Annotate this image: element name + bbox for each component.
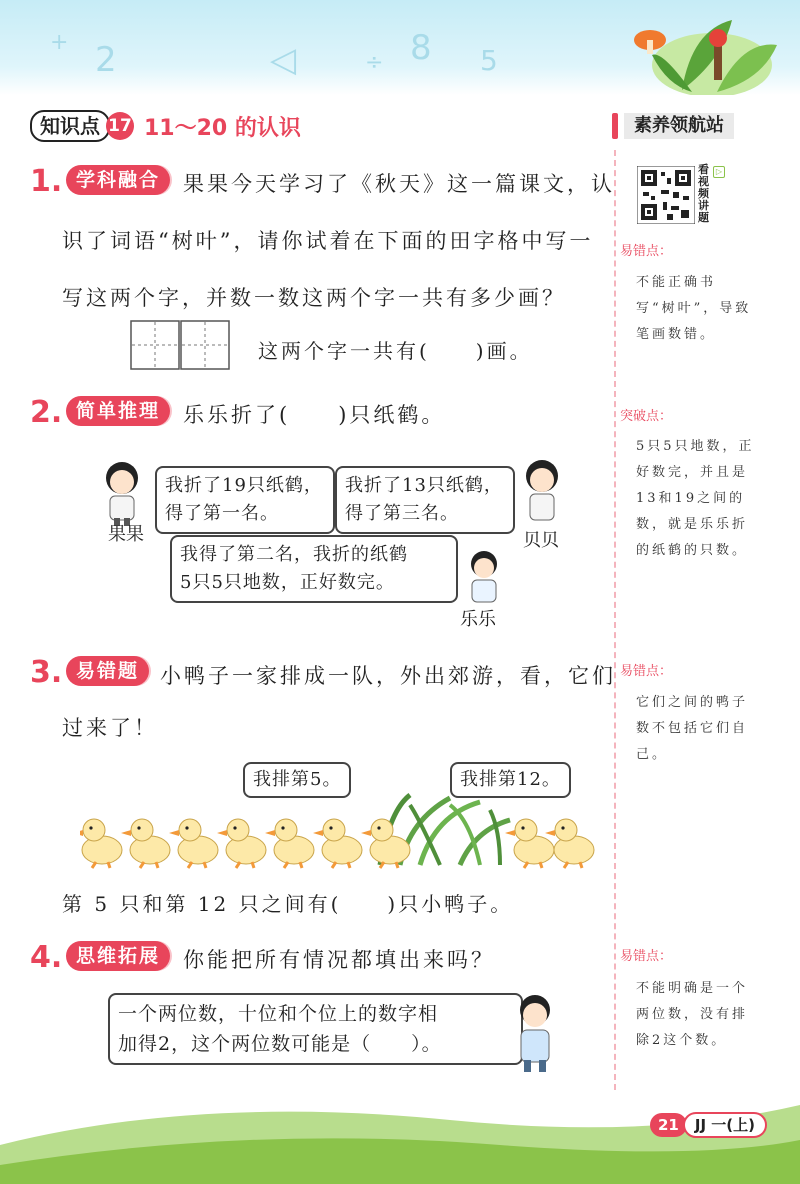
speech-bubble-guoguo: 我折了19只纸鹤， 得了第一名。 — [155, 466, 335, 534]
boy-thinking-illustration — [512, 992, 558, 1072]
name-lele: 乐乐 — [460, 609, 496, 630]
question-3-line-1: 小鸭子一家排成一队，外出郊游，看，它们 — [160, 664, 616, 688]
decor-divide: ÷ — [365, 50, 384, 75]
duckling — [505, 819, 554, 868]
question-1-number: 1. — [30, 164, 63, 199]
question-3-number: 3. — [30, 655, 63, 690]
question-3-line-2: 过来了！ — [62, 716, 158, 740]
speech-bubble-question-4: 一个两位数，十位和个位上的数字相 加得2，这个两位数可能是（ ）。 — [108, 993, 523, 1065]
question-4-tag: 思维拓展 — [66, 941, 170, 971]
side-heading-4: 易错点： — [620, 949, 673, 964]
duckling — [361, 819, 410, 868]
duckling — [80, 819, 122, 868]
side-text-3: 它们之间的鸭子数不包括它们自己。 — [636, 695, 749, 762]
question-1-line-2: 识了词语“树叶”，请你试着在下面的田字格中写一 — [62, 229, 594, 253]
side-text-2: 5只5只地数，正好数完，并且是13和19之间的数，就是乐乐折的纸鹤的只数。 — [636, 439, 755, 558]
knowledge-point-label: 知识点 — [30, 110, 110, 142]
tianzige-writing-grid[interactable] — [130, 320, 230, 370]
duckling — [121, 819, 170, 868]
duckling — [217, 819, 266, 868]
decor-plus: + — [50, 30, 69, 55]
question-1-line-3: 写这两个字，并数一数这两个字一共有多少画？ — [62, 286, 566, 310]
duckling — [265, 819, 314, 868]
girl-guoguo-illustration — [100, 458, 150, 526]
question-3-tag: 易错题 — [66, 656, 149, 686]
boy-lele-illustration — [460, 548, 506, 604]
ducklings-row — [80, 790, 600, 870]
question-2-number: 2. — [30, 395, 63, 430]
name-guoguo: 果果 — [108, 524, 144, 545]
speech-bubble-beibei: 我折了13只纸鹤， 得了第三名。 — [335, 466, 515, 534]
play-icon[interactable]: ▷ — [713, 166, 725, 178]
decor-number: 5 — [480, 44, 498, 77]
knowledge-point-number: 17 — [106, 112, 134, 140]
page-number-badge — [650, 1112, 767, 1138]
side-text-1: 不能正确书写“树叶”，导致笔画数错。 — [636, 275, 752, 342]
knowledge-point-title: 11～20 的认识 — [144, 115, 301, 141]
speech-bubble-lele: 我得了第二名，我折的纸鹤 5只5只地数，正好数完。 — [170, 535, 458, 603]
duckling — [313, 819, 362, 868]
question-1-answer: 这两个字一共有( )画。 — [258, 339, 533, 363]
qr-caption: 看视频讲题 — [698, 163, 709, 224]
question-2-tag: 简单推理 — [66, 396, 170, 426]
question-3-answer: 第 5 只和第 12 只之间有( )只小鸭子。 — [62, 892, 514, 916]
question-4-line: 你能把所有情况都填出来吗？ — [183, 948, 495, 972]
side-column-title — [612, 112, 734, 140]
duckling — [169, 819, 218, 868]
name-beibei: 贝贝 — [523, 530, 559, 551]
side-text-4: 不能明确是一个两位数，没有排除2这个数。 — [636, 981, 749, 1048]
speech-bubble-duck-5: 我排第5。 — [243, 762, 351, 798]
decor-triangle: ◁ — [270, 40, 297, 80]
speech-bubble-duck-12: 我排第12。 — [450, 762, 571, 798]
page-number: 21 — [650, 1113, 687, 1137]
girl-beibei-illustration — [520, 456, 566, 526]
side-heading-2: 突破点： — [620, 409, 673, 424]
side-heading-3: 易错点： — [620, 664, 673, 679]
knowledge-point-header — [30, 110, 301, 142]
question-1-tag: 学科融合 — [66, 165, 170, 195]
leaf-mushroom-decoration — [622, 10, 782, 95]
question-1-line-1: 果果今天学习了《秋天》这一篇课文，认 — [183, 172, 615, 196]
question-4-number: 4. — [30, 940, 63, 975]
side-heading-1: 易错点： — [620, 244, 673, 259]
question-2-line: 乐乐折了( )只纸鹤。 — [183, 403, 446, 427]
side-title-text: 素养领航站 — [624, 113, 734, 139]
book-series-label: JJ 一(上) — [683, 1112, 767, 1138]
decor-number: 2 — [95, 40, 117, 80]
decor-number: 8 — [410, 28, 432, 68]
